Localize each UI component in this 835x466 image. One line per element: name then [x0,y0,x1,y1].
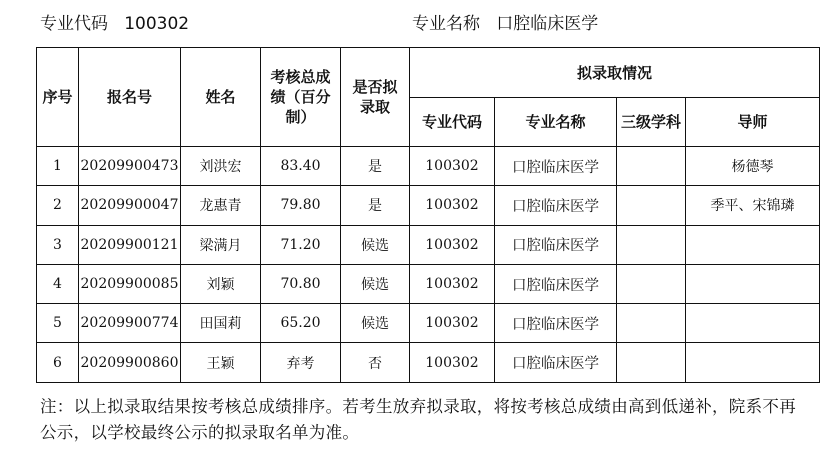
major-name-label: 专业名称 [412,14,480,34]
cell-advisor [686,304,820,343]
cell-admit: 候选 [341,225,410,264]
col-header-score: 考核总成绩（百分制） [261,48,341,147]
cell-major-code: 100302 [410,186,495,225]
cell-seq: 4 [37,264,79,303]
cell-reg-no: 20209900774 [79,304,181,343]
cell-name: 王颖 [181,343,261,382]
col-header-major-code: 专业代码 [410,98,495,147]
cell-name: 梁满月 [181,225,261,264]
table-row [37,343,820,382]
cell-major-name: 口腔临床医学 [495,304,617,343]
col-header-group: 拟录取情况 [410,48,820,98]
table-row [37,264,820,303]
cell-advisor: 杨德琴 [686,147,820,186]
table-row [37,147,820,186]
cell-advisor [686,264,820,303]
cell-score: 65.20 [261,304,341,343]
admission-table [36,47,820,383]
cell-name: 龙惠青 [181,186,261,225]
major-code-value: 100302 [124,14,190,34]
major-name-line [412,12,598,36]
cell-score: 71.20 [261,225,341,264]
col-header-subject3: 三级学科 [617,98,686,147]
cell-name: 刘颖 [181,264,261,303]
cell-subject3 [617,147,686,186]
col-header-seq: 序号 [37,48,79,147]
cell-reg-no: 20209900085 [79,264,181,303]
cell-admit: 候选 [341,304,410,343]
col-header-major-name: 专业名称 [495,98,617,147]
cell-seq: 1 [37,147,79,186]
cell-major-name: 口腔临床医学 [495,147,617,186]
cell-advisor [686,343,820,382]
cell-major-code: 100302 [410,225,495,264]
cell-seq: 3 [37,225,79,264]
cell-reg-no: 20209900473 [79,147,181,186]
cell-subject3 [617,264,686,303]
col-header-name: 姓名 [181,48,261,147]
cell-name: 刘洪宏 [181,147,261,186]
cell-score: 弃考 [261,343,341,382]
cell-seq: 5 [37,304,79,343]
cell-major-code: 100302 [410,343,495,382]
cell-advisor: 季平、宋锦璘 [686,186,820,225]
cell-subject3 [617,225,686,264]
cell-score: 70.80 [261,264,341,303]
cell-admit: 是 [341,147,410,186]
cell-seq: 6 [37,343,79,382]
cell-name: 田国莉 [181,304,261,343]
cell-score: 83.40 [261,147,341,186]
cell-subject3 [617,304,686,343]
cell-major-name: 口腔临床医学 [495,343,617,382]
table-header-row-1 [37,48,820,98]
table-row [37,186,820,225]
cell-major-code: 100302 [410,147,495,186]
table-row [37,304,820,343]
table-row [37,225,820,264]
cell-subject3 [617,343,686,382]
cell-major-code: 100302 [410,264,495,303]
cell-admit: 是 [341,186,410,225]
col-header-reg-no: 报名号 [79,48,181,147]
cell-seq: 2 [37,186,79,225]
cell-admit: 否 [341,343,410,382]
major-code-label: 专业代码 [40,14,108,34]
cell-reg-no: 20209900860 [79,343,181,382]
cell-major-name: 口腔临床医学 [495,225,617,264]
cell-score: 79.80 [261,186,341,225]
major-code-line [40,12,189,36]
cell-major-code: 100302 [410,304,495,343]
cell-admit: 候选 [341,264,410,303]
cell-reg-no: 20209900047 [79,186,181,225]
footnote: 注：以上拟录取结果按考核总成绩排序。若考生放弃拟录取，将按考核总成绩由高到低递补，院系不再公示，以学校最终公示的拟录取名单为准。 [40,397,796,442]
cell-major-name: 口腔临床医学 [495,264,617,303]
cell-advisor [686,225,820,264]
col-header-advisor: 导师 [686,98,820,147]
col-header-admit: 是否拟录取 [341,48,410,147]
cell-reg-no: 20209900121 [79,225,181,264]
cell-major-name: 口腔临床医学 [495,186,617,225]
major-name-value: 口腔临床医学 [496,14,599,34]
cell-subject3 [617,186,686,225]
